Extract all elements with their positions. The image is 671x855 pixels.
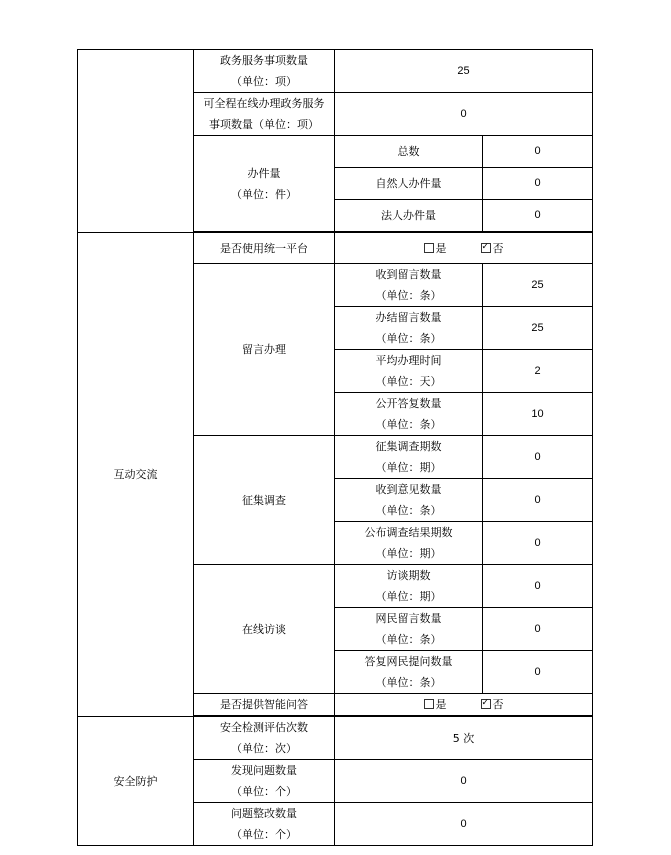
sub-label: 收到留言数量 （单位：条） [335,264,483,307]
sub-label: 网民留言数量 （单位：条） [335,608,483,651]
section-title-interaction: 互动交流 [78,233,194,717]
sub-value: 0 [483,522,593,565]
smart-qa-options [335,694,593,716]
sub-value: 0 [483,479,593,522]
row-value: 5 次 [335,717,593,760]
unified-platform-options [335,233,593,264]
table-row [78,50,593,93]
row-value: 0 [335,760,593,803]
sub-value: 0 [483,565,593,608]
group-label-handle: 办件量 （单位：件） [194,136,335,232]
row-value: 25 [335,50,593,93]
sub-label: 征集调查期数 （单位：期） [335,436,483,479]
sub-value: 0 [483,168,593,200]
sub-label: 法人办件量 [335,200,483,232]
sub-label: 总数 [335,136,483,168]
checkbox-icon[interactable] [424,243,434,253]
sub-value: 0 [483,608,593,651]
row-label: 是否提供智能问答 [194,694,335,716]
sub-label: 办结留言数量 （单位：条） [335,307,483,350]
table-row [78,717,593,760]
group-label-survey: 征集调查 [194,436,335,565]
group-label-interview: 在线访谈 [194,565,335,694]
sub-value: 10 [483,393,593,436]
sub-label: 访谈期数 （单位：期） [335,565,483,608]
row-label: 安全检测评估次数 （单位：次） [194,717,335,760]
sub-value: 25 [483,264,593,307]
row-label: 问题整改数量 （单位：个） [194,803,335,846]
row-label: 可全程在线办理政务服务 事项数量（单位：项） [194,93,335,136]
table-row [78,233,593,264]
sub-value: 0 [483,436,593,479]
sub-value: 2 [483,350,593,393]
sub-label: 公布调查结果期数 （单位：期） [335,522,483,565]
sub-label: 收到意见数量 （单位：条） [335,479,483,522]
checkbox-icon[interactable] [424,699,434,709]
checkbox-checked-icon[interactable] [481,243,491,253]
option-no[interactable]: ✓ 否 [481,694,504,715]
sub-label: 平均办理时间 （单位：天） [335,350,483,393]
sub-value: 0 [483,651,593,694]
row-value: 0 [335,803,593,846]
sub-label: 自然人办件量 [335,168,483,200]
sub-label: 公开答复数量 （单位：条） [335,393,483,436]
row-label: 发现问题数量 （单位：个） [194,760,335,803]
row-label: 是否使用统一平台 [194,233,335,264]
sub-value: 25 [483,307,593,350]
option-no[interactable]: ✓ 否 [481,238,504,259]
section-cell-blank [78,50,194,233]
checkbox-checked-icon[interactable] [481,699,491,709]
sub-value: 0 [483,136,593,168]
section-title-security: 安全防护 [78,717,194,846]
website-stats-table [77,49,593,846]
option-yes[interactable]: 是 [424,694,447,715]
option-yes[interactable]: 是 [424,238,447,259]
sub-value: 0 [483,200,593,232]
sub-label: 答复网民提问数量 （单位：条） [335,651,483,694]
row-value: 0 [335,93,593,136]
row-label: 政务服务事项数量 （单位：项） [194,50,335,93]
group-label-messages: 留言办理 [194,264,335,436]
